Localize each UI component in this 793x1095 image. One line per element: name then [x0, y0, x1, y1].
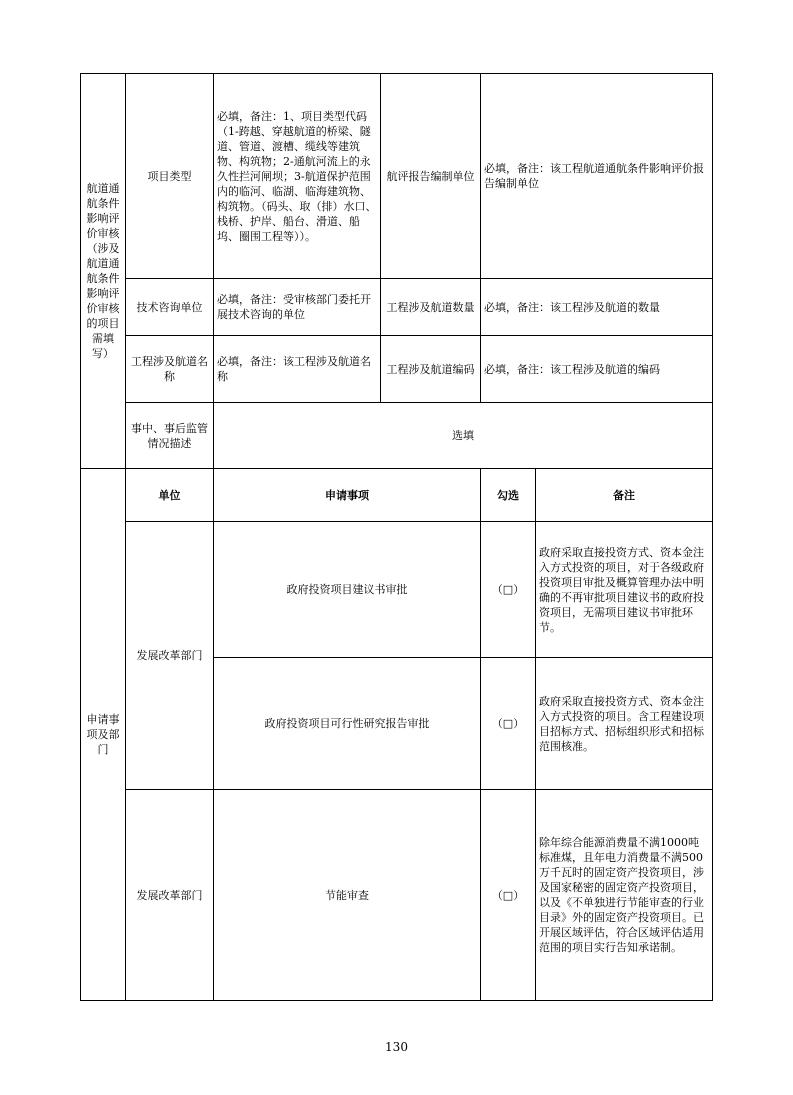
field-label-report-compiler: 航评报告编制单位	[381, 74, 481, 279]
field-label-project-type: 项目类型	[126, 74, 214, 279]
column-header-check: 勾选	[481, 469, 536, 522]
unit-cell: 发展改革部门	[126, 790, 214, 1001]
item-checkbox[interactable]: （□）	[481, 522, 536, 658]
section-label-application-items: 申请事项及部门	[81, 469, 126, 1001]
application-form-table	[80, 73, 713, 1001]
item-name: 节能审查	[214, 790, 481, 1001]
item-checkbox[interactable]: （□）	[481, 790, 536, 1001]
item-remark: 除年综合能源消费量不满1000吨标准煤，且年电力消费量不满500万千瓦时的固定资产投资项目，涉及国家秘密的固定资产投资项目，以及《不单独进行节能审查的行业目录》外的固定资产投资项目。已开展区域评估，符合区域评估适用范围的项目实行告知承诺制。	[536, 790, 713, 1001]
field-note-channel-code: 必填，备注：该工程涉及航道的编码	[481, 336, 713, 403]
column-header-unit: 单位	[126, 469, 214, 522]
field-note-report-compiler: 必填，备注：该工程航道通航条件影响评价报告编制单位	[481, 74, 713, 279]
section-label-channel-assessment: 航道通航条件影响评价审核（涉及航道通航条件影响评价审核的项目需填写）	[81, 74, 126, 469]
item-name: 政府投资项目建议书审批	[214, 522, 481, 658]
item-remark: 政府采取直接投资方式、资本金注入方式投资的项目，对于各级政府投资项目审批及概算管理办法中明确的不再审批项目建议书的政府投资项目，无需项目建议书审批环节。	[536, 522, 713, 658]
field-note-supervision: 选填	[214, 403, 713, 469]
page-number: 130	[385, 1040, 408, 1054]
column-header-item: 申请事项	[214, 469, 481, 522]
table-row	[81, 74, 713, 279]
table-row	[81, 403, 713, 469]
item-remark: 政府采取直接投资方式、资本金注入方式投资的项目。含工程建设项目招标方式、招标组织形式和招标范围核准。	[536, 658, 713, 790]
field-label-channel-code: 工程涉及航道编码	[381, 336, 481, 403]
field-label-consulting-unit: 技术咨询单位	[126, 279, 214, 336]
field-note-project-type: 必填，备注：1、项目类型代码（1-跨越、穿越航道的桥梁、隧道、管道、渡槽、缆线等建筑物、构筑物；2-通航河流上的永久性拦河闸坝；3-航道保护范围内的临河、临湖、临海建筑物、构筑物。（码头、取（排）水口、栈桥、护岸、船台、滑道、船坞、圈围工程等））。	[214, 74, 381, 279]
field-label-supervision: 事中、事后监管情况描述	[126, 403, 214, 469]
field-note-channel-count: 必填，备注：该工程涉及航道的数量	[481, 279, 713, 336]
column-header-remark: 备注	[536, 469, 713, 522]
table-header-row	[81, 469, 713, 522]
table-row	[81, 279, 713, 336]
field-label-channel-count: 工程涉及航道数量	[381, 279, 481, 336]
item-name: 政府投资项目可行性研究报告审批	[214, 658, 481, 790]
field-label-channel-name: 工程涉及航道名称	[126, 336, 214, 403]
item-checkbox[interactable]: （□）	[481, 658, 536, 790]
table-row	[81, 522, 713, 658]
field-note-consulting-unit: 必填，备注：受审核部门委托开展技术咨询的单位	[214, 279, 381, 336]
field-note-channel-name: 必填，备注：该工程涉及航道名称	[214, 336, 381, 403]
table-row	[81, 790, 713, 1001]
table-row	[81, 336, 713, 403]
unit-cell: 发展改革部门	[126, 522, 214, 790]
